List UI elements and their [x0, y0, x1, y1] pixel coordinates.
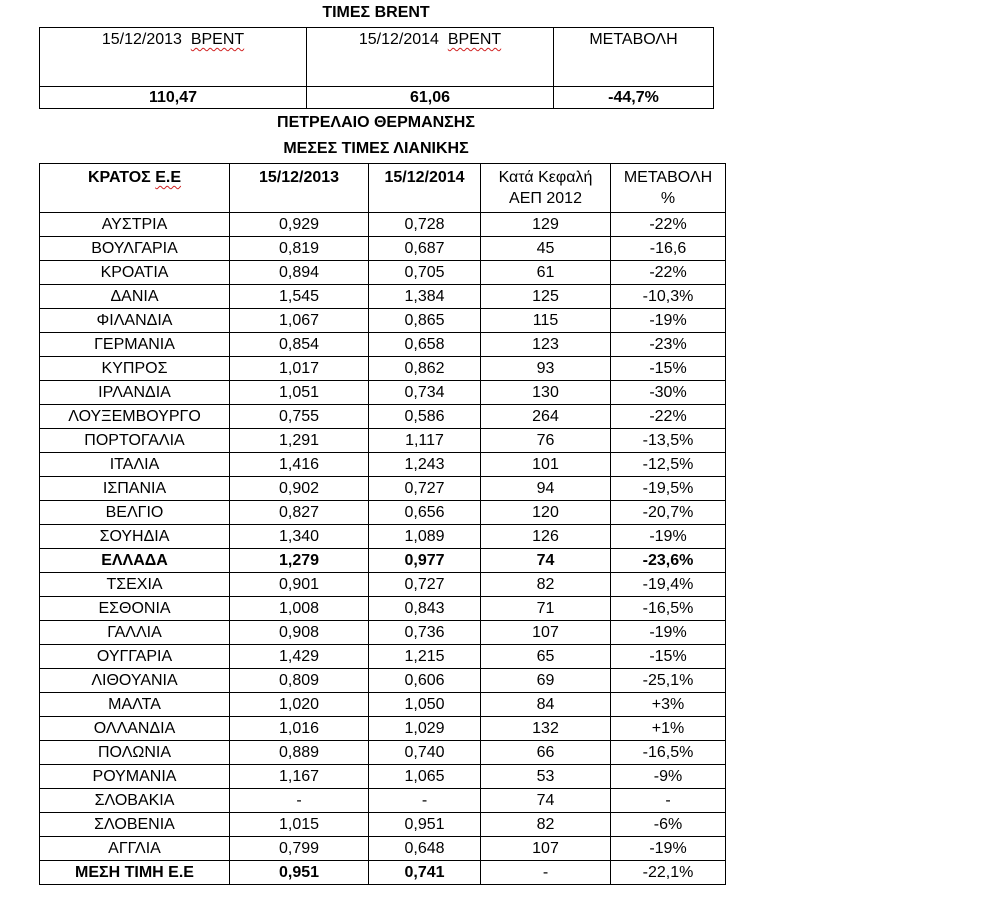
- cell-p2013: 0,827: [230, 501, 369, 525]
- cell-gdp: -: [481, 861, 611, 885]
- cell-change: -: [611, 789, 726, 813]
- cell-p2013: 1,279: [230, 549, 369, 573]
- cell-p2014: 1,065: [369, 765, 481, 789]
- table-row: [40, 813, 726, 837]
- cell-p2013: 0,908: [230, 621, 369, 645]
- cell-gdp: 107: [481, 621, 611, 645]
- cell-change: -19%: [611, 621, 726, 645]
- table-row: [40, 573, 726, 597]
- cell-p2013: 0,901: [230, 573, 369, 597]
- cell-p2013: 1,167: [230, 765, 369, 789]
- cell-change: -6%: [611, 813, 726, 837]
- table-row: [40, 285, 726, 309]
- cell-gdp: 82: [481, 813, 611, 837]
- cell-gdp: 74: [481, 549, 611, 573]
- cell-gdp: 125: [481, 285, 611, 309]
- cell-change: -12,5%: [611, 453, 726, 477]
- cell-p2014: 0,648: [369, 837, 481, 861]
- cell-p2014: 0,687: [369, 237, 481, 261]
- cell-p2013: 0,951: [230, 861, 369, 885]
- cell-gdp: 82: [481, 573, 611, 597]
- cell-p2014: 0,658: [369, 333, 481, 357]
- cell-change: -22%: [611, 261, 726, 285]
- table-row: [40, 525, 726, 549]
- cell-gdp: 123: [481, 333, 611, 357]
- cell-country: ΣΟΥΗΔΙΑ: [40, 525, 230, 549]
- cell-gdp: 84: [481, 693, 611, 717]
- cell-p2013: 0,854: [230, 333, 369, 357]
- cell-change: +1%: [611, 717, 726, 741]
- brent-prices-table: [39, 27, 714, 109]
- brent-header-2013-word: ΒΡΕΝΤ: [190, 31, 245, 48]
- cell-change: -22,1%: [611, 861, 726, 885]
- cell-country: ΟΥΓΓΑΡΙΑ: [40, 645, 230, 669]
- header-change-line1: ΜΕΤΑΒΟΛΗ: [623, 169, 713, 186]
- cell-gdp: 65: [481, 645, 611, 669]
- cell-change: -22%: [611, 405, 726, 429]
- cell-country: ΕΛΛΑΔΑ: [40, 549, 230, 573]
- cell-change: -13,5%: [611, 429, 726, 453]
- cell-p2013: 0,929: [230, 213, 369, 237]
- table-row: [40, 861, 726, 885]
- cell-country: ΕΣΘΟΝΙΑ: [40, 597, 230, 621]
- cell-p2014: 0,727: [369, 573, 481, 597]
- cell-p2013: 1,416: [230, 453, 369, 477]
- table-row: [40, 381, 726, 405]
- table-row: [40, 669, 726, 693]
- cell-change: -30%: [611, 381, 726, 405]
- cell-p2013: 1,017: [230, 357, 369, 381]
- cell-country: ΤΣΕΧΙΑ: [40, 573, 230, 597]
- header-country: [40, 164, 230, 213]
- cell-country: ΟΛΛΑΝΔΙΑ: [40, 717, 230, 741]
- cell-gdp: 94: [481, 477, 611, 501]
- cell-p2014: -: [369, 789, 481, 813]
- cell-change: -15%: [611, 357, 726, 381]
- cell-country: ΜΑΛΤΑ: [40, 693, 230, 717]
- cell-gdp: 126: [481, 525, 611, 549]
- cell-gdp: 130: [481, 381, 611, 405]
- cell-gdp: 71: [481, 597, 611, 621]
- cell-country: ΙΡΛΑΝΔΙΑ: [40, 381, 230, 405]
- table-row: [40, 621, 726, 645]
- brent-header-2014-date: 15/12/2014: [358, 31, 439, 48]
- cell-country: ΓΑΛΛΙΑ: [40, 621, 230, 645]
- table-row: [40, 237, 726, 261]
- cell-p2014: 0,705: [369, 261, 481, 285]
- header-change: [611, 164, 726, 213]
- table-row: [40, 549, 726, 573]
- cell-p2013: 1,051: [230, 381, 369, 405]
- brent-value-change: -44,7%: [554, 87, 714, 109]
- cell-p2013: 0,809: [230, 669, 369, 693]
- header-gdp: [481, 164, 611, 213]
- cell-change: -23,6%: [611, 549, 726, 573]
- cell-p2013: 0,902: [230, 477, 369, 501]
- cell-gdp: 264: [481, 405, 611, 429]
- table-row: [40, 429, 726, 453]
- cell-change: -19%: [611, 525, 726, 549]
- cell-p2013: 1,067: [230, 309, 369, 333]
- cell-p2014: 1,029: [369, 717, 481, 741]
- cell-p2014: 0,727: [369, 477, 481, 501]
- header-country-prefix: ΚΡΑΤΟΣ: [87, 169, 156, 186]
- cell-p2014: 0,734: [369, 381, 481, 405]
- cell-p2014: 0,977: [369, 549, 481, 573]
- cell-change: -16,6: [611, 237, 726, 261]
- cell-country: ΠΟΛΩΝΙΑ: [40, 741, 230, 765]
- brent-values-row: [40, 87, 714, 109]
- cell-country: ΒΟΥΛΓΑΡΙΑ: [40, 237, 230, 261]
- cell-change: -15%: [611, 645, 726, 669]
- cell-country: ΣΛΟΒΑΚΙΑ: [40, 789, 230, 813]
- table-row: [40, 789, 726, 813]
- cell-p2013: 1,020: [230, 693, 369, 717]
- cell-p2013: 1,016: [230, 717, 369, 741]
- brent-header-2014-word: ΒΡΕΝΤ: [447, 31, 502, 48]
- header-gdp-line2: ΑΕΠ 2012: [509, 190, 582, 207]
- cell-change: +3%: [611, 693, 726, 717]
- table-row: [40, 741, 726, 765]
- table-row: [40, 597, 726, 621]
- table-row: [40, 645, 726, 669]
- cell-gdp: 132: [481, 717, 611, 741]
- cell-p2014: 0,741: [369, 861, 481, 885]
- cell-country: ΔΑΝΙΑ: [40, 285, 230, 309]
- cell-p2013: 0,799: [230, 837, 369, 861]
- cell-gdp: 69: [481, 669, 611, 693]
- table-row: [40, 693, 726, 717]
- retail-prices-title: ΜΕΣΕΣ ΤΙΜΕΣ ΛΙΑΝΙΚΗΣ: [283, 140, 469, 157]
- table-row: [40, 717, 726, 741]
- cell-gdp: 53: [481, 765, 611, 789]
- cell-country: ΦΙΛΑΝΔΙΑ: [40, 309, 230, 333]
- cell-p2014: 0,656: [369, 501, 481, 525]
- cell-p2013: 1,545: [230, 285, 369, 309]
- brent-header-2013: [40, 28, 307, 87]
- brent-header-row: [40, 28, 714, 87]
- cell-p2013: 1,340: [230, 525, 369, 549]
- cell-p2014: 1,243: [369, 453, 481, 477]
- cell-p2013: 0,894: [230, 261, 369, 285]
- cell-country: ΡΟΥΜΑΝΙΑ: [40, 765, 230, 789]
- cell-country: ΛΟΥΞΕΜΒΟΥΡΓΟ: [40, 405, 230, 429]
- cell-change: -16,5%: [611, 597, 726, 621]
- table-row: [40, 405, 726, 429]
- brent-value-2013: 110,47: [40, 87, 307, 109]
- cell-p2014: 1,215: [369, 645, 481, 669]
- brent-header-2013-date: 15/12/2013: [101, 31, 182, 48]
- cell-p2013: 0,889: [230, 741, 369, 765]
- cell-gdp: 45: [481, 237, 611, 261]
- brent-title: ΤΙΜΕΣ BRENT: [322, 4, 430, 21]
- brent-value-2014: 61,06: [307, 87, 554, 109]
- cell-p2014: 0,736: [369, 621, 481, 645]
- cell-change: -22%: [611, 213, 726, 237]
- cell-change: -19,4%: [611, 573, 726, 597]
- brent-header-2014: [307, 28, 554, 87]
- brent-header-change: ΜΕΤΑΒΟΛΗ: [554, 28, 714, 87]
- cell-p2013: 0,819: [230, 237, 369, 261]
- cell-gdp: 76: [481, 429, 611, 453]
- cell-p2014: 0,865: [369, 309, 481, 333]
- cell-p2014: 0,843: [369, 597, 481, 621]
- cell-p2014: 1,050: [369, 693, 481, 717]
- cell-country: ΙΣΠΑΝΙΑ: [40, 477, 230, 501]
- cell-change: -10,3%: [611, 285, 726, 309]
- cell-country: ΠΟΡΤΟΓΑΛΙΑ: [40, 429, 230, 453]
- table-row: [40, 309, 726, 333]
- cell-p2014: 0,951: [369, 813, 481, 837]
- cell-change: -23%: [611, 333, 726, 357]
- cell-change: -19%: [611, 837, 726, 861]
- cell-gdp: 93: [481, 357, 611, 381]
- cell-p2013: 1,429: [230, 645, 369, 669]
- cell-change: -20,7%: [611, 501, 726, 525]
- cell-change: -25,1%: [611, 669, 726, 693]
- table-row: [40, 837, 726, 861]
- cell-p2013: 1,008: [230, 597, 369, 621]
- cell-gdp: 107: [481, 837, 611, 861]
- table-row: [40, 357, 726, 381]
- cell-change: -19,5%: [611, 477, 726, 501]
- header-2014: 15/12/2014: [369, 164, 481, 213]
- cell-p2014: 0,740: [369, 741, 481, 765]
- cell-gdp: 61: [481, 261, 611, 285]
- cell-p2013: 1,291: [230, 429, 369, 453]
- cell-gdp: 66: [481, 741, 611, 765]
- cell-p2014: 0,862: [369, 357, 481, 381]
- cell-gdp: 129: [481, 213, 611, 237]
- header-change-line2: %: [660, 190, 676, 207]
- cell-p2013: -: [230, 789, 369, 813]
- table-row: [40, 453, 726, 477]
- cell-p2014: 0,606: [369, 669, 481, 693]
- header-country-suffix: Ε.Ε: [155, 169, 182, 186]
- cell-gdp: 120: [481, 501, 611, 525]
- cell-country: ΜΕΣΗ ΤΙΜΗ Ε.Ε: [40, 861, 230, 885]
- cell-change: -9%: [611, 765, 726, 789]
- cell-change: -19%: [611, 309, 726, 333]
- table-row: [40, 213, 726, 237]
- header-2013: 15/12/2013: [230, 164, 369, 213]
- table-row: [40, 765, 726, 789]
- cell-p2014: 1,117: [369, 429, 481, 453]
- table-row: [40, 501, 726, 525]
- cell-gdp: 115: [481, 309, 611, 333]
- cell-gdp: 101: [481, 453, 611, 477]
- table-row: [40, 261, 726, 285]
- table-row: [40, 477, 726, 501]
- cell-p2013: 0,755: [230, 405, 369, 429]
- cell-country: ΒΕΛΓΙΟ: [40, 501, 230, 525]
- header-gdp-line1: Κατά Κεφαλή: [498, 169, 593, 186]
- cell-p2013: 1,015: [230, 813, 369, 837]
- cell-gdp: 74: [481, 789, 611, 813]
- cell-p2014: 1,089: [369, 525, 481, 549]
- cell-country: ΙΤΑΛΙΑ: [40, 453, 230, 477]
- cell-country: ΛΙΘΟΥΑΝΙΑ: [40, 669, 230, 693]
- cell-country: ΑΓΓΛΙΑ: [40, 837, 230, 861]
- table-row: [40, 333, 726, 357]
- cell-country: ΚΡΟΑΤΙΑ: [40, 261, 230, 285]
- heating-oil-title: ΠΕΤΡΕΛΑΙΟ ΘΕΡΜΑΝΣΗΣ: [277, 114, 475, 131]
- cell-country: ΑΥΣΤΡΙΑ: [40, 213, 230, 237]
- cell-country: ΣΛΟΒΕΝΙΑ: [40, 813, 230, 837]
- cell-country: ΓΕΡΜΑΝΙΑ: [40, 333, 230, 357]
- heating-header-row: [40, 164, 726, 213]
- cell-p2014: 1,384: [369, 285, 481, 309]
- cell-country: ΚΥΠΡΟΣ: [40, 357, 230, 381]
- cell-change: -16,5%: [611, 741, 726, 765]
- heating-oil-table: [39, 163, 726, 885]
- cell-p2014: 0,728: [369, 213, 481, 237]
- cell-p2014: 0,586: [369, 405, 481, 429]
